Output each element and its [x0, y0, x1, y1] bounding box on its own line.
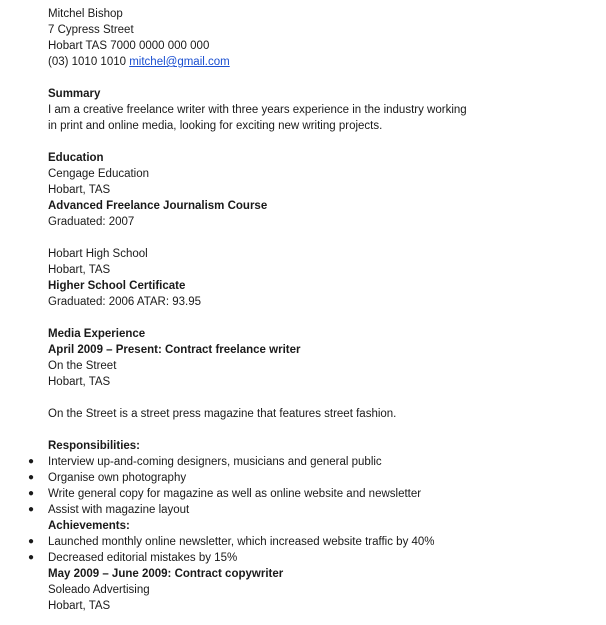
list-item: [27, 470, 588, 486]
job-company: On the Street: [48, 360, 117, 372]
list-item: [27, 454, 588, 470]
summary-line-2: in print and online media, looking for exciting new writing projects.: [48, 120, 383, 132]
education-location: Hobart, TAS: [48, 184, 111, 196]
education-institution: Hobart High School: [48, 248, 148, 260]
bullet-icon: ●: [27, 472, 35, 483]
list-item: [27, 534, 588, 550]
job-title: May 2009 – June 2009: Contract copywriter: [48, 568, 284, 580]
contact-name: Mitchel Bishop: [48, 8, 123, 20]
achievements-heading: Achievements:: [48, 520, 130, 532]
spacer: [48, 422, 588, 438]
education-heading: Education: [48, 152, 104, 164]
education-institution: Cengage Education: [48, 168, 150, 180]
education-graduated: Graduated: 2007: [48, 216, 135, 228]
list-item: [27, 486, 588, 502]
spacer: [48, 230, 588, 246]
resume-document: [27, 6, 588, 614]
bullet-icon: ●: [27, 488, 35, 499]
list-item: [27, 502, 588, 518]
email-link[interactable]: mitchel@gmail.com: [129, 56, 230, 68]
list-item-text: Launched monthly online newsletter, which increased website traffic by 40%: [48, 536, 435, 548]
bullet-icon: ●: [27, 456, 35, 467]
spacer: [48, 70, 588, 86]
summary-line-1: I am a creative freelance writer with three years experience in the industry working: [48, 104, 467, 116]
job-location: Hobart, TAS: [48, 376, 111, 388]
education-qualification: Higher School Certificate: [48, 280, 186, 292]
achievements-list: [27, 534, 588, 566]
job-title: April 2009 – Present: Contract freelance writer: [48, 344, 301, 356]
job-location: Hobart, TAS: [48, 600, 111, 612]
contact-address: 7 Cypress Street: [48, 24, 134, 36]
list-item-text: Write general copy for magazine as well as online website and newsletter: [48, 488, 422, 500]
list-item-text: Decreased editorial mistakes by 15%: [48, 552, 238, 564]
list-item-text: Interview up-and-coming designers, musicians and general public: [48, 456, 382, 468]
experience-heading: Media Experience: [48, 328, 146, 340]
bullet-icon: ●: [27, 552, 35, 563]
spacer: [48, 310, 588, 326]
responsibilities-heading: Responsibilities:: [48, 440, 141, 452]
education-graduated: Graduated: 2006 ATAR: 93.95: [48, 296, 202, 308]
spacer: [48, 134, 588, 150]
spacer: [48, 390, 588, 406]
contact-city-phone: Hobart TAS 7000 0000 000 000: [48, 40, 210, 52]
job-company: Soleado Advertising: [48, 584, 150, 596]
bullet-icon: ●: [27, 504, 35, 515]
list-item-text: Assist with magazine layout: [48, 504, 190, 516]
education-location: Hobart, TAS: [48, 264, 111, 276]
responsibilities-list: [27, 454, 588, 518]
bullet-icon: ●: [27, 536, 35, 547]
contact-phone-email-line: [48, 54, 588, 70]
contact-phone: (03) 1010 1010: [48, 56, 127, 68]
list-item-text: Organise own photography: [48, 472, 187, 484]
education-qualification: Advanced Freelance Journalism Course: [48, 200, 268, 212]
list-item: [27, 550, 588, 566]
job-description: On the Street is a street press magazine that features street fashion.: [48, 408, 397, 420]
summary-heading: Summary: [48, 88, 101, 100]
